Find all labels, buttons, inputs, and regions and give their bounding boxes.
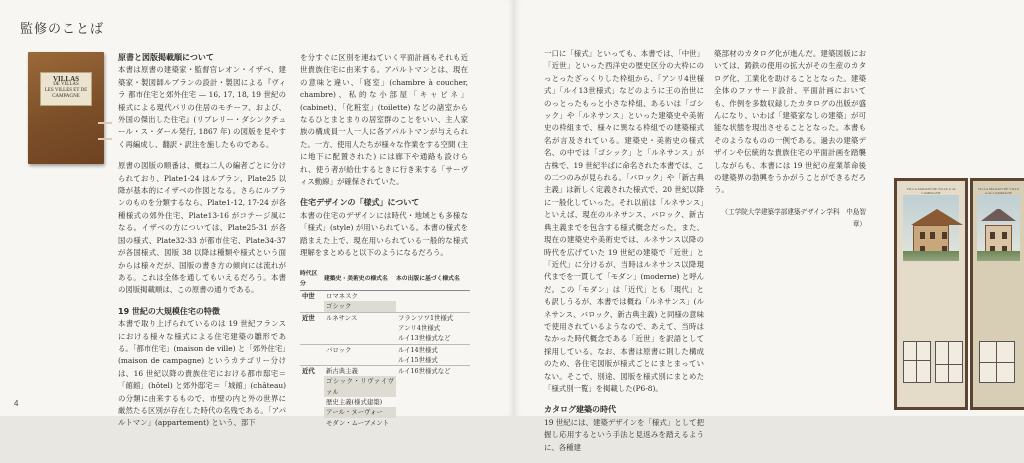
right-column-1 — [544, 48, 704, 463]
right-page — [514, 0, 1024, 452]
table-cell-era — [300, 301, 324, 312]
paragraph: 本書は原書の建築家・監督官レオン・イザベ、建築家・製図師ルブランの設計・製図による『ヴィラ 都市住宅と郊外住宅 — 16, 17, 18, 19 世紀の様式による現代パリの住居のモチーフ、および、外国の傑出した住宅』(リブレリー・ダシンクチュール・ス・ダール発行, 1867 年) の図版を見やすく再編成し、翻訳・訳注を施したものである。 — [118, 65, 286, 149]
table-cell-style: バロック — [324, 344, 396, 355]
table-row — [300, 418, 470, 428]
left-page — [0, 0, 514, 428]
plate-caption: VILLA MAISON DE VILLE et de CAMPAGNE — [977, 187, 1020, 195]
table-cell-era: 中世 — [302, 292, 315, 301]
table-header: 時代区分 — [300, 269, 324, 291]
style-table — [300, 269, 470, 428]
table-cell-era — [300, 355, 324, 366]
table-cell-era — [300, 344, 324, 355]
table-cell-name — [396, 397, 470, 407]
table-cell-name — [396, 418, 470, 428]
plate-caption: VILLA MAISON DE VILLE et de CAMPAGNE — [906, 187, 956, 195]
portfolio-photo — [894, 178, 1024, 410]
table-cell-era — [300, 333, 324, 344]
table-cell-name: ルイ13世様式など — [398, 334, 451, 343]
paragraph: を分すぐに区別を連ねていく平面計画もそれも近世貴族住宅に由来する。アパルトマンとは、現在の意味と違い、「寝室」(chambre à coucher, chambre)、私的な小部屋「キャビネ」(cabinet)、「化粧室」(toilette) などの諸室からなるひとまとまりの居室群のことをいい、主人家族の構成員一人一人に各アパルトマンが与えられた。一方、使用人たちが様々な作業をする空間 (主に地下に配置された) には廊下や通路も設けられ、使う者が給仕するときに行き来する「サーヴィス動線」が確保されていた。 — [300, 53, 468, 187]
table-header: 本の出版に基づく様式名 — [396, 269, 470, 291]
table-row — [300, 407, 470, 417]
table-cell-style: 歴史主義(様式建築) — [326, 398, 383, 407]
section-title: 監修のことば — [20, 22, 105, 37]
plate-chalet — [894, 178, 968, 410]
table-row — [300, 323, 470, 333]
table-header-row — [300, 269, 470, 291]
book-cover-label — [40, 72, 92, 106]
left-column-2 — [300, 52, 468, 428]
table-cell-name — [396, 376, 470, 397]
table-cell-name — [396, 407, 470, 417]
paragraph: 築部材のカタログ化が進んだ。建築図版においては、鋳鉄の使用の拡大がその生産のカタログ化、工業化を助けることとなった。建築全体のファサード設計、平面計画においても、作例を多数収録したカタログの出版が盛んになり、いわば「建築家なしの建築」が可能な状態を現出させることとなった。本書もそのようなものの一例である。過去の建築デザインや伝統的な貴族住宅の平面計画を踏襲しながらも、本書には 19 世紀の産業革命後の建築界の勃興をうかがうことができるだろう。 — [714, 49, 866, 195]
heading-19c-residences: 19 世紀の大規模住宅の特徴 — [118, 306, 220, 316]
paragraph: 19 世紀には、建築デザインを「様式」として把握し応用するという手法と見返みを踏えるように、各種建 — [544, 417, 704, 452]
floor-plan — [903, 341, 931, 383]
table-cell-name: ルイ16世様式など — [396, 366, 470, 377]
book-cover-title: VILLAS — [52, 75, 80, 83]
table-cell-style — [324, 333, 396, 344]
table-header: 建築史・美術史の様式名 — [324, 269, 396, 291]
table-cell-era — [300, 376, 324, 397]
floor-plan — [935, 341, 963, 383]
paragraph: 一口に「様式」といっても、本書では、「中世」「近世」といった西洋史の歴史区分の大枠にのっとったざっくりした枠組から、「アンリ4世様式」「ルイ13世様式」などのように王の治世にのっとったもっと小さな枠組、あるいは「ゴシック」や「ルネサンス」といった建築史や美術史の枠組まで、様々に異なる枠組での建築様式名が言及されている。建築史・美術史の様式名、の中では「ゴシック」と「ルネサンス」が古株で、19 世紀半ばに命名された本書では、この二つのみが見られる。「バロック」や「新古典主義」は新しく定義された様式で、20 世紀以降に一般化していった。それ以前は「ルネサンス」といえば、現在のルネサンス、バロック、新古典主義までを包含する様式概念だった。また、現在の建築史や美術史では、ルネサンス以降の時代を広げていた 19 世紀の建築で「近世」と「近代」に分けるが、当時はルネサンス以降現代までを一貫して「モダン」(moderne) と呼んだ。この「モダン」は「近代」とも「現代」とも訳しうるが、本書では概ね「ルネサンス」(ルネサンス、バロック、新古典主義) と同様の意味で使用されているようなので、あえて、当時はなかった時代概念である「近世」を訳語として採用している。なお、本書は原書に則した構成のため、各住宅図版が様式ごとにまとまっていない。そこで、別途、図版を様式別にまとめた「様式別一覧」を掲載した(P6-8)。 — [544, 49, 704, 393]
paragraph: 本書の住宅のデザインには時代・地域とも多様な「様式」(style) が用いられている。本書の様式を踏まえた上で、現在用いられている一般的な様式理解をまとめると以下のようになるだろう。 — [300, 210, 468, 258]
paragraph: 本書で取り上げられているのは 19 世紀フランスにおける様々な様式による住宅建築の雛形である。「都市住宅」(maison de ville) と「郊外住宅」(maison de campagne) というカテゴリー分けは、16 世紀以降の貴族住宅における都市邸宅＝「館館」(hôtel) と郊外邸宅＝「城館」(château) の分類に由来するもので、市壁の内と外の世界に厳然たる区別が存在した時代の名残である。「アパルトマン」(appartement) という、部下 — [118, 319, 286, 428]
table-cell-era — [300, 397, 324, 407]
table-row — [300, 333, 470, 344]
table-row — [300, 397, 470, 407]
table-row — [300, 291, 470, 302]
table-cell-era: 近世 — [300, 312, 324, 323]
left-column-1 — [118, 52, 286, 439]
table-row — [300, 301, 470, 312]
table-cell-name: ルイ14世様式 — [396, 344, 470, 355]
table-cell-name: アンリ4世様式 — [398, 323, 441, 332]
table-cell-name — [396, 301, 470, 312]
table-row — [300, 312, 470, 323]
table-cell-era: 近代 — [300, 366, 324, 377]
page-number: 4 — [14, 399, 19, 408]
table-cell-style: ロマネスク — [326, 292, 358, 301]
heading-catalog: カタログ建築の時代 — [544, 405, 616, 415]
table-cell-name — [396, 291, 470, 302]
book-cover-subtitle-1: DE VILLAS — [53, 82, 79, 87]
paragraph: 原書の図版の順番は、概ね二人の編者ごとに分けられており、Plate1-24 はルブラン、Plate25 以降が基本的にイザベの作図となる。さらにルブランのものを分類するなら、Plate1-12, 17-24 が各種様式の郊外住宅、Plate13-16 がコテージ風になる。イザベの方については、Plate25-31 が各国の様式、Plate32-33 が都市住宅、Plate34-37 が各国様式、図版 38 以降は種類や様式という面からは様々だが、国版の書き方の傾向には流れがある。これは全体を通してもいえるだろう。本書の図版掲載順は、この原書の通りである。 — [118, 161, 286, 295]
table-row — [300, 366, 470, 377]
table-cell-style — [324, 355, 396, 366]
heading-style: 住宅デザインの「様式」について — [300, 198, 420, 208]
book-cover-photo — [28, 52, 104, 164]
table-cell-era — [300, 323, 324, 333]
table-cell-style: ゴシック — [324, 301, 396, 312]
table-row — [300, 376, 470, 397]
table-cell-era — [300, 407, 324, 417]
book-tie — [98, 138, 112, 140]
table-cell-style — [324, 323, 396, 333]
table-cell-era — [300, 418, 324, 428]
plate-villa — [970, 178, 1024, 410]
book-tie — [98, 122, 112, 124]
plate-trees — [903, 251, 959, 261]
table-cell-style: モダン・ムーブメント — [326, 418, 390, 427]
table-cell-name: フランソワ1世様式 — [396, 312, 470, 323]
table-cell-name: ルイ15世様式 — [398, 355, 438, 364]
table-row — [300, 355, 470, 366]
table-cell-style: ルネサンス — [324, 312, 396, 323]
right-column-2 — [714, 48, 866, 231]
author-credit: （工学院大学建築学部建築デザイン学科 中島智章） — [721, 207, 866, 229]
floor-plan — [979, 341, 1015, 383]
book-cover-subtitle-2: LES VILLES ET DE CAMPAGNE — [44, 88, 88, 99]
table-cell-style: アール・ヌーヴォー — [324, 407, 396, 417]
table-row — [300, 344, 470, 355]
plate-trees — [977, 251, 1020, 261]
heading-original-book: 原書と図版掲載順について — [118, 53, 214, 62]
table-cell-style: ゴシック・リヴァイヴァル — [326, 377, 394, 396]
table-cell-style: 新古典主義 — [324, 366, 396, 377]
